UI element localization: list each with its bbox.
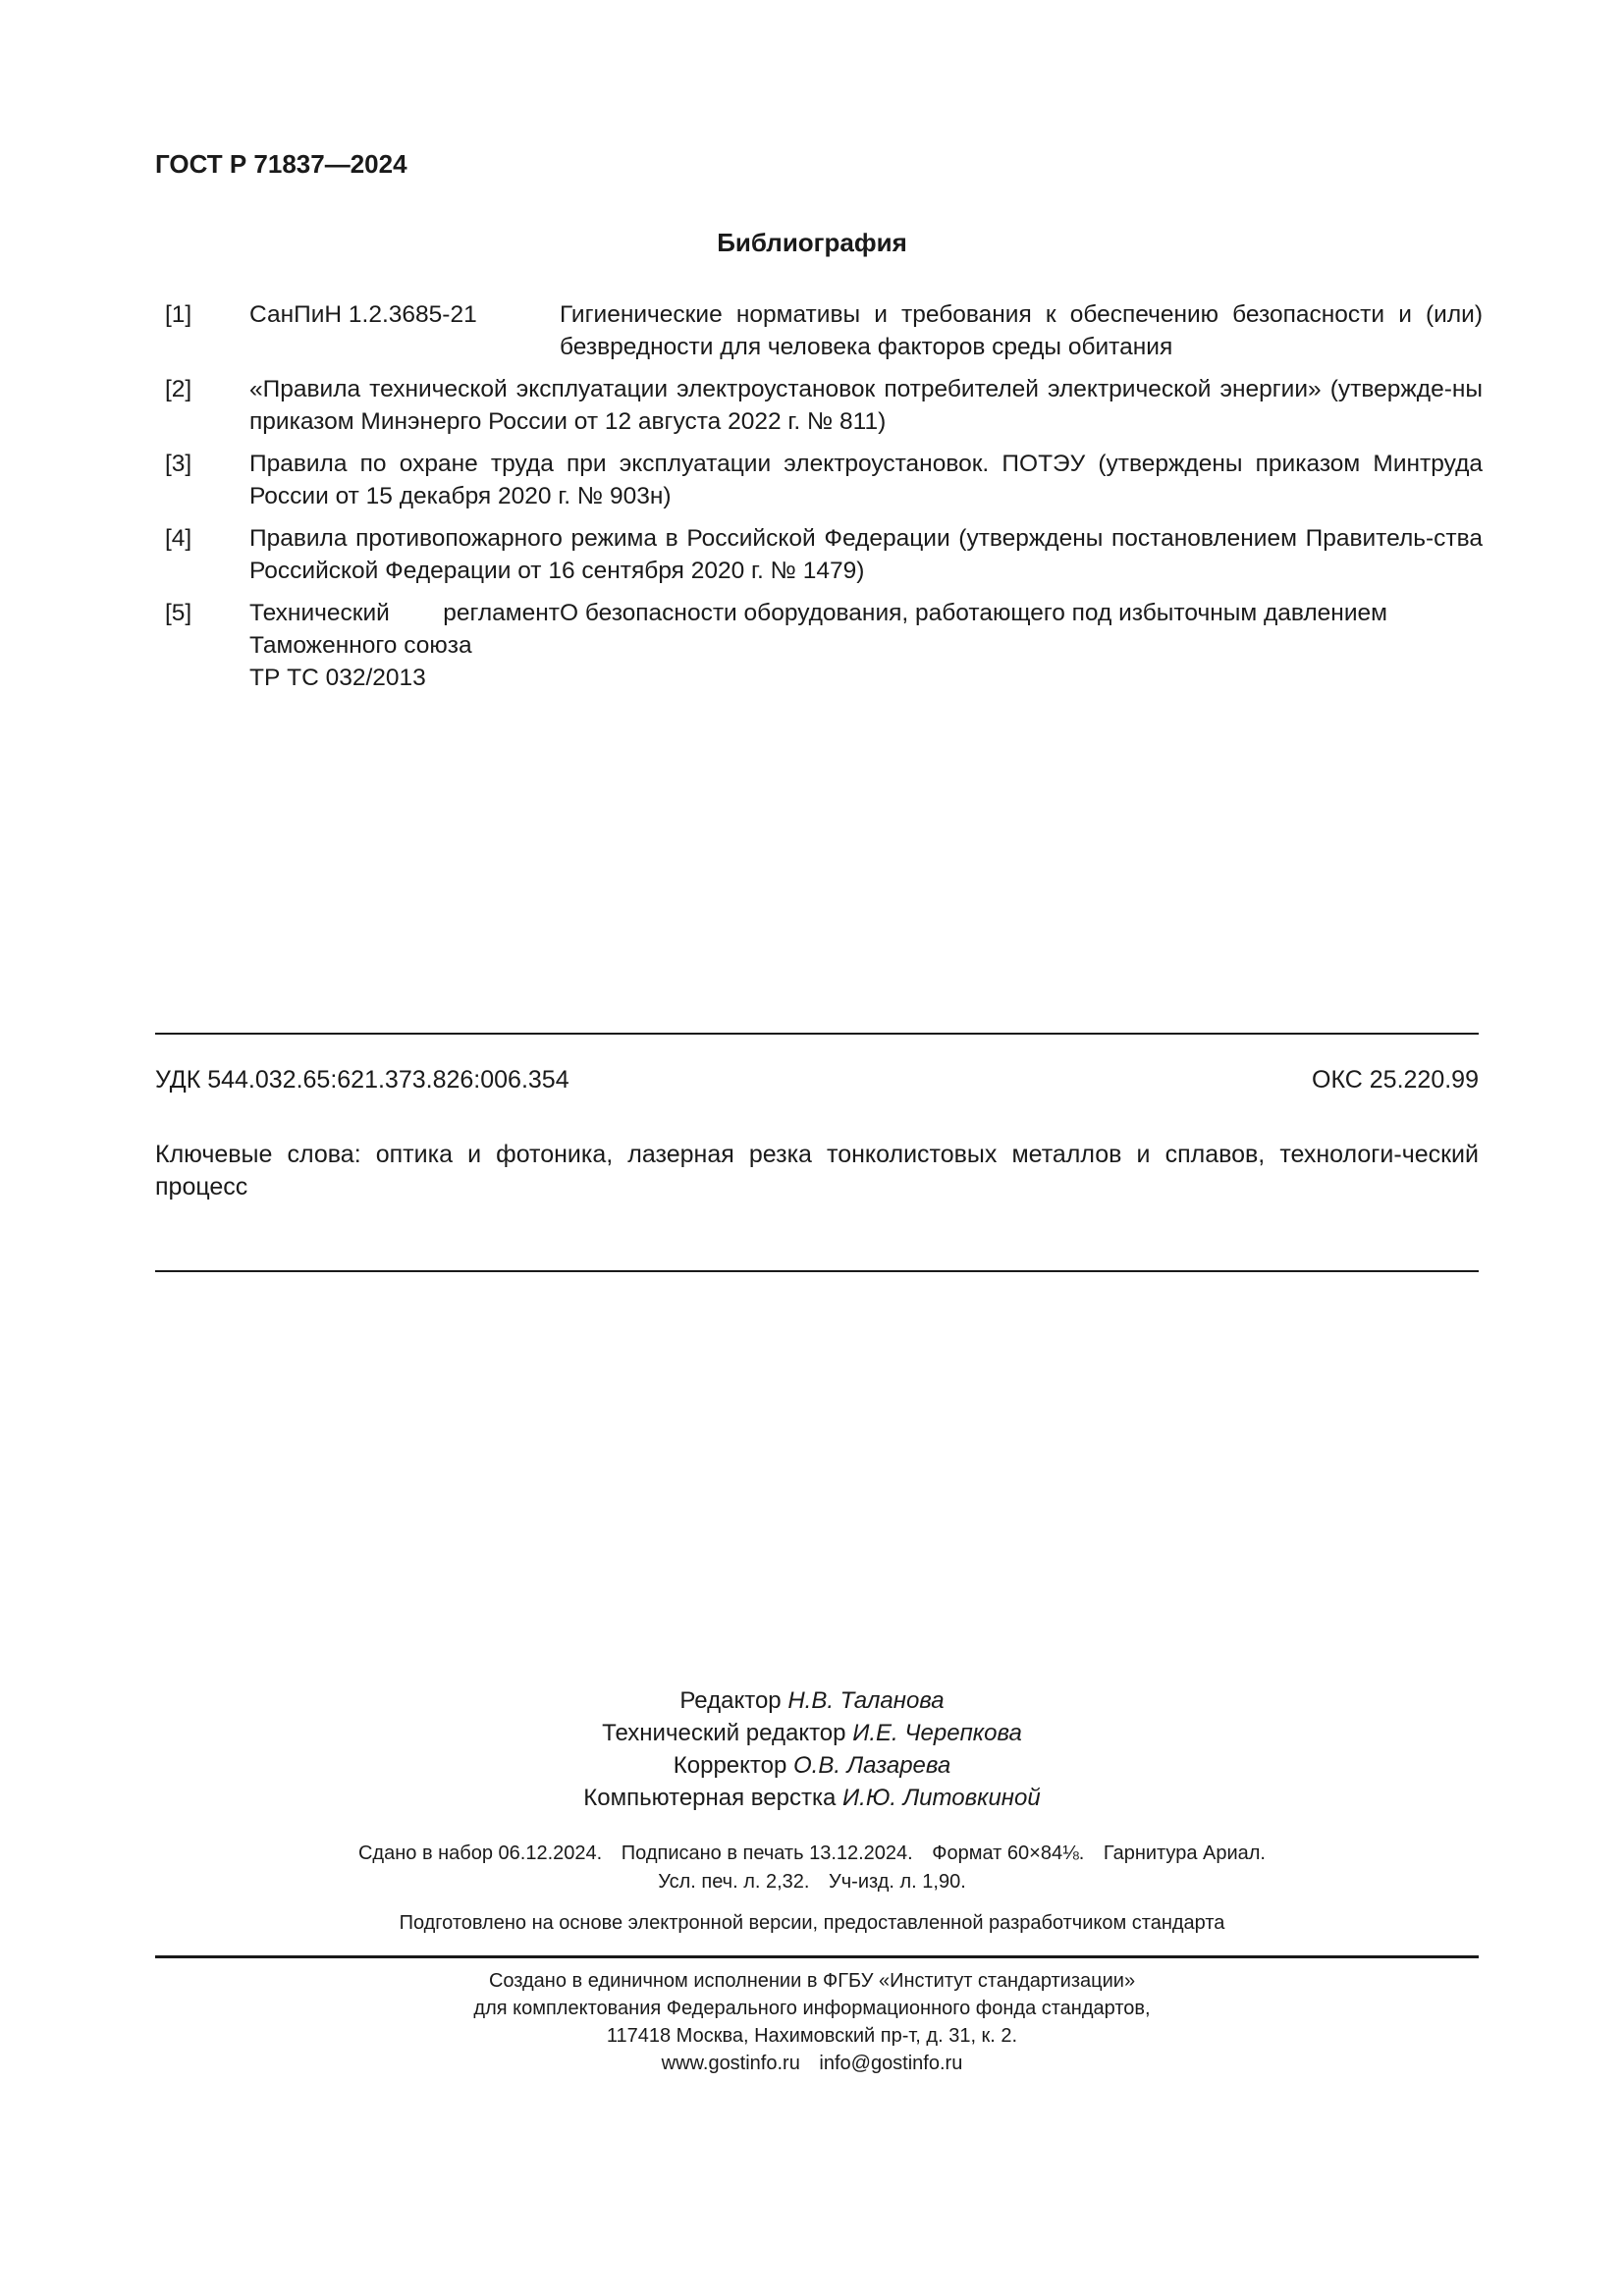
credit-name: И.Е. Черепкова [852,1720,1022,1746]
bibliography-title: Библиография [717,228,907,257]
credit-line: Редактор Н.В. Таланова [679,1687,945,1714]
entry-source [249,597,560,694]
udk-code: УДК 544.032.65:621.373.826:006.354 [155,1066,569,1094]
divider-top [155,1033,1479,1035]
publisher-line: 117418 Москва, Нахимовский пр-т, д. 31, к. 2. [606,2025,1018,2047]
credit-line: Корректор О.В. Лазарева [673,1752,951,1779]
divider-bottom [155,1955,1479,1958]
print-edition-sheets: Уч-изд. л. 1,90. [829,1871,966,1893]
entry-number: [4] [165,525,192,552]
credit-line: Технический редактор И.Е. Черепкова [602,1720,1022,1746]
bibliography-entry-3 [155,448,1483,512]
bibliography-entry-2 [155,373,1483,438]
entry-text: Правила по охране труда при эксплуатации электроустановок. ПОТЭУ (утверждены приказом Минтруда России от 15 декабря 2020 г. № 903н) [249,451,1483,509]
email-link[interactable]: info@gostinfo.ru [819,2053,963,2074]
credit-line: Компьютерная верстка И.Ю. Литовкиной [583,1785,1041,1811]
publisher-line: для комплектования Федерального информационного фонда стандартов, [473,1998,1151,2019]
entry-number: [2] [165,376,192,402]
document-id: ГОСТ Р 71837—2024 [155,149,407,179]
bibliography-entry-5 [155,597,1483,694]
credit-name: Н.В. Таланова [787,1687,945,1714]
credit-name: И.Ю. Литовкиной [842,1785,1041,1811]
publisher-line: Создано в единичном исполнении в ФГБУ «Институт стандартизации» [488,1970,1136,1992]
prepared-note: Подготовлено на основе электронной версии, предоставленной разработчиком стандарта [399,1912,1225,1934]
entry-text: «Правила технической эксплуатации электроустановок потребителей электрической энергии» (утвержде-ны приказом Минэнерго России от 12 августа 2022 г. № 811) [249,376,1483,435]
source-line: Таможенного союза [249,632,472,659]
website-link[interactable]: www.gostinfo.ru [661,2053,800,2074]
bibliography-list [155,298,1483,704]
entry-text: Правила противопожарного режима в Российской Федерации (утверждены постановлением Правитель-ства Российской Федерации от 16 сентября 2020 г. № 1479) [249,525,1483,584]
oks-code: ОКС 25.220.99 [1312,1066,1479,1094]
keywords: Ключевые слова: оптика и фотоника, лазерная резка тонколистовых металлов и сплавов, технологи-ческий процесс [155,1141,1479,1201]
entry-number: [1] [165,301,192,328]
bibliography-entry-1 [155,298,1483,363]
source-line: ТР ТС 032/2013 [249,665,426,691]
print-submitted: Сдано в набор 06.12.2024. [357,1842,603,1864]
publisher-contacts [0,2050,1624,2077]
entry-source: СанПиН 1.2.3685-21 [249,301,477,328]
print-sheets: Усл. печ. л. 2,32. [658,1871,810,1893]
print-format: Формат 60×84⅛. [932,1842,1085,1864]
credit-name: О.В. Лазарева [793,1752,951,1779]
entry-text: Гигиенические нормативы и требования к обеспечению безопасности и (или) безвредности для человека факторов среды обитания [560,301,1483,360]
print-font: Гарнитура Ариал. [1103,1842,1266,1864]
entry-number: [5] [165,600,192,626]
credits [0,1684,1624,1814]
entry-number: [3] [165,451,192,477]
source-line: Технический регламент [249,600,560,626]
print-signed: Подписано в печать 13.12.2024. [621,1842,913,1864]
entry-text: О безопасности оборудования, работающего под избыточным давлением [560,600,1387,626]
publisher-info [0,1967,1624,2077]
print-info [0,1840,1624,1896]
bibliography-entry-4 [155,522,1483,587]
divider-middle [155,1270,1479,1272]
